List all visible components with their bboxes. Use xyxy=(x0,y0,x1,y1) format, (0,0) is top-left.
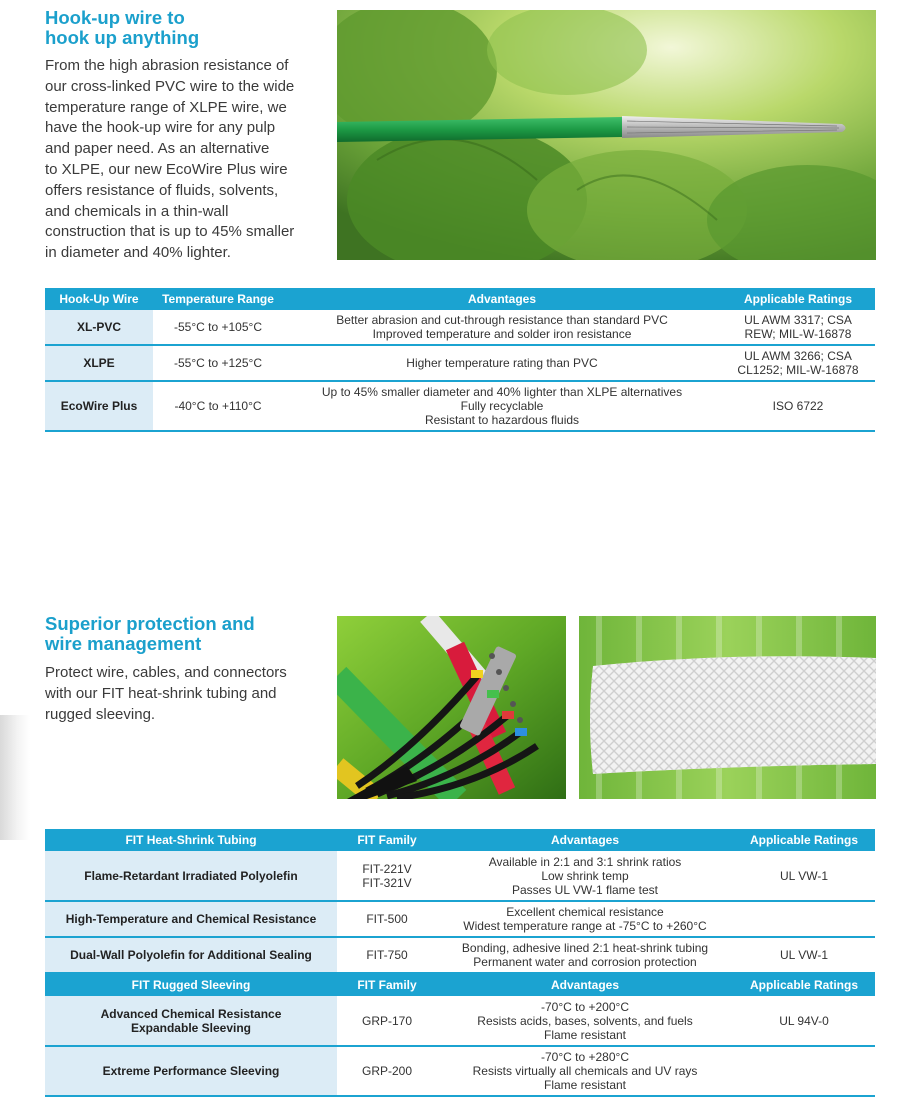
section-paragraph-protection xyxy=(45,663,287,725)
table-row xyxy=(45,345,875,381)
paragraph-line: rugged sleeving. xyxy=(45,705,156,723)
ratings-cell: UL VW-1 xyxy=(733,937,875,973)
advantage-line: Permanent water and corrosion protection xyxy=(473,955,697,969)
temperature-cell: -55°C to +125°C xyxy=(153,345,283,381)
paragraph-line: to XLPE, our new EcoWire Plus wire xyxy=(45,160,288,178)
product-name-line: Extreme Performance Sleeving xyxy=(102,1064,280,1078)
advantage-line: Fully recyclable xyxy=(460,399,544,413)
column-header: FIT Rugged Sleeving xyxy=(45,973,337,996)
advantage-line: Excellent chemical resistance xyxy=(506,905,664,919)
section-heading-protection xyxy=(45,614,255,654)
advantages-cell xyxy=(283,381,721,431)
product-name-line: High-Temperature and Chemical Resistance xyxy=(65,912,317,926)
heat-shrink-tubing-cables-photo xyxy=(337,616,566,799)
column-header: Hook-Up Wire xyxy=(45,288,153,310)
table-row xyxy=(45,1046,875,1096)
advantage-line: Resists acids, bases, solvents, and fuels xyxy=(477,1013,693,1028)
advantage-line: -70°C to +280°C xyxy=(541,1050,629,1064)
ratings-cell xyxy=(733,901,875,937)
column-header: Applicable Ratings xyxy=(733,973,875,996)
advantage-line: Improved temperature and solder iron resistance xyxy=(372,327,632,341)
advantage-line: Bonding, adhesive lined 2:1 heat-shrink tubing xyxy=(461,941,709,955)
advantage-line: Resistant to hazardous fluids xyxy=(424,413,580,427)
advantages-cell xyxy=(283,310,721,345)
paragraph-line: our cross-linked PVC wire to the wide xyxy=(45,77,295,95)
rating-line: UL AWM 3266; CSA xyxy=(744,349,852,363)
advantages-cell xyxy=(437,901,733,937)
temperature-cell: -40°C to +110°C xyxy=(153,381,283,431)
paragraph-line: with our FIT heat-shrink tubing and xyxy=(45,684,277,702)
advantage-line: Widest temperature range at -75°C to +260°C xyxy=(463,919,707,933)
paragraph-line: offers resistance of fluids, solvents, xyxy=(45,181,279,199)
family-cell xyxy=(337,1046,437,1096)
heading-line: Hook-up wire to xyxy=(45,7,185,28)
advantages-cell xyxy=(437,851,733,901)
advantage-line: Low shrink temp xyxy=(541,868,629,883)
family-line: FIT-221V xyxy=(362,861,412,876)
family-line: GRP-170 xyxy=(361,1013,413,1028)
table-header-row xyxy=(45,829,875,851)
heading-line: hook up anything xyxy=(45,27,200,48)
product-name-line: Flame-Retardant Irradiated Polyolefin xyxy=(84,868,298,883)
family-line: FIT-750 xyxy=(366,948,408,962)
product-name-cell xyxy=(45,1046,337,1096)
rating-line: REW; MIL-W-16878 xyxy=(744,327,852,341)
advantages-cell xyxy=(437,1046,733,1096)
advantages-cell xyxy=(437,996,733,1046)
family-cell xyxy=(337,937,437,973)
advantages-cell xyxy=(437,937,733,973)
column-header: Applicable Ratings xyxy=(733,829,875,851)
table-row xyxy=(45,381,875,431)
family-line: FIT-500 xyxy=(366,912,408,926)
family-cell xyxy=(337,996,437,1046)
wire-name-cell: XLPE xyxy=(45,345,153,381)
product-name-line: Advanced Chemical Resistance xyxy=(100,1006,282,1021)
product-name-cell xyxy=(45,996,337,1046)
heading-line: wire management xyxy=(45,633,202,654)
advantage-line: Available in 2:1 and 3:1 shrink ratios xyxy=(488,854,682,869)
ratings-cell: UL 94V-0 xyxy=(733,996,875,1046)
wire-name-cell: EcoWire Plus xyxy=(45,381,153,431)
family-cell xyxy=(337,901,437,937)
family-line: GRP-200 xyxy=(361,1064,413,1078)
product-name-cell xyxy=(45,901,337,937)
table-row xyxy=(45,937,875,973)
advantage-line: Flame resistant xyxy=(543,1078,627,1092)
table-row xyxy=(45,851,875,901)
paragraph-line: and chemicals in a thin-wall xyxy=(45,202,229,220)
wire-name-cell: XL-PVC xyxy=(45,310,153,345)
column-header: Applicable Ratings xyxy=(721,288,875,310)
column-header: FIT Heat-Shrink Tubing xyxy=(45,829,337,851)
paragraph-line: construction that is up to 45% smaller xyxy=(45,223,295,241)
table-row xyxy=(45,901,875,937)
hookup-wire-table xyxy=(45,288,875,432)
advantage-line: Up to 45% smaller diameter and 40% lighter than XLPE alternatives xyxy=(321,385,683,399)
white-braided-sleeving-photo xyxy=(579,616,876,799)
rating-line: ISO 6722 xyxy=(772,399,824,413)
paragraph-line: From the high abrasion resistance of xyxy=(45,57,289,74)
table-row xyxy=(45,310,875,345)
column-header: Advantages xyxy=(437,829,733,851)
paragraph-line: temperature range of XLPE wire, we xyxy=(45,98,287,116)
advantages-cell xyxy=(283,345,721,381)
advantage-line: Resists virtually all chemicals and UV rays xyxy=(472,1064,698,1078)
fit-products-table xyxy=(45,829,875,1097)
ratings-cell: UL VW-1 xyxy=(733,851,875,901)
rating-line: UL AWM 3317; CSA xyxy=(744,313,852,327)
column-header: FIT Family xyxy=(337,829,437,851)
advantage-line: Better abrasion and cut-through resistance than standard PVC xyxy=(336,313,668,327)
product-name-cell xyxy=(45,851,337,901)
family-cell xyxy=(337,851,437,901)
paragraph-line: Protect wire, cables, and connectors xyxy=(45,664,287,681)
ratings-cell xyxy=(733,1046,875,1096)
heading-line: Superior protection and xyxy=(45,613,255,634)
temperature-cell: -55°C to +105°C xyxy=(153,310,283,345)
paragraph-line: have the hook-up wire for any pulp xyxy=(45,119,276,137)
advantage-line: Higher temperature rating than PVC xyxy=(406,356,598,370)
paragraph-line: and paper need. As an alternative xyxy=(45,140,270,158)
column-header: Advantages xyxy=(437,973,733,996)
column-header: Temperature Range xyxy=(153,288,283,310)
ratings-cell xyxy=(721,310,875,345)
advantage-line: Flame resistant xyxy=(543,1027,627,1042)
product-name-line: Dual-Wall Polyolefin for Additional Sealing xyxy=(70,948,312,962)
column-header: Advantages xyxy=(283,288,721,310)
product-name-cell xyxy=(45,937,337,973)
ratings-cell xyxy=(721,345,875,381)
green-wire-on-leaves-photo xyxy=(337,10,876,260)
advantage-line: -70°C to +200°C xyxy=(541,999,629,1014)
paragraph-line: in diameter and 40% lighter. xyxy=(45,244,231,262)
table-header-row xyxy=(45,288,875,310)
section-paragraph-hookup-wire xyxy=(45,56,294,264)
advantage-line: Passes UL VW-1 flame test xyxy=(511,882,659,897)
page-edge-shadow xyxy=(0,715,30,840)
ratings-cell xyxy=(721,381,875,431)
product-name-line: Expandable Sleeving xyxy=(130,1020,252,1035)
family-line: FIT-321V xyxy=(362,875,412,890)
column-header: FIT Family xyxy=(337,973,437,996)
table-row xyxy=(45,996,875,1046)
section-heading-hookup-wire xyxy=(45,8,199,48)
rating-line: CL1252; MIL-W-16878 xyxy=(737,363,859,377)
table-subheader-row xyxy=(45,973,875,996)
